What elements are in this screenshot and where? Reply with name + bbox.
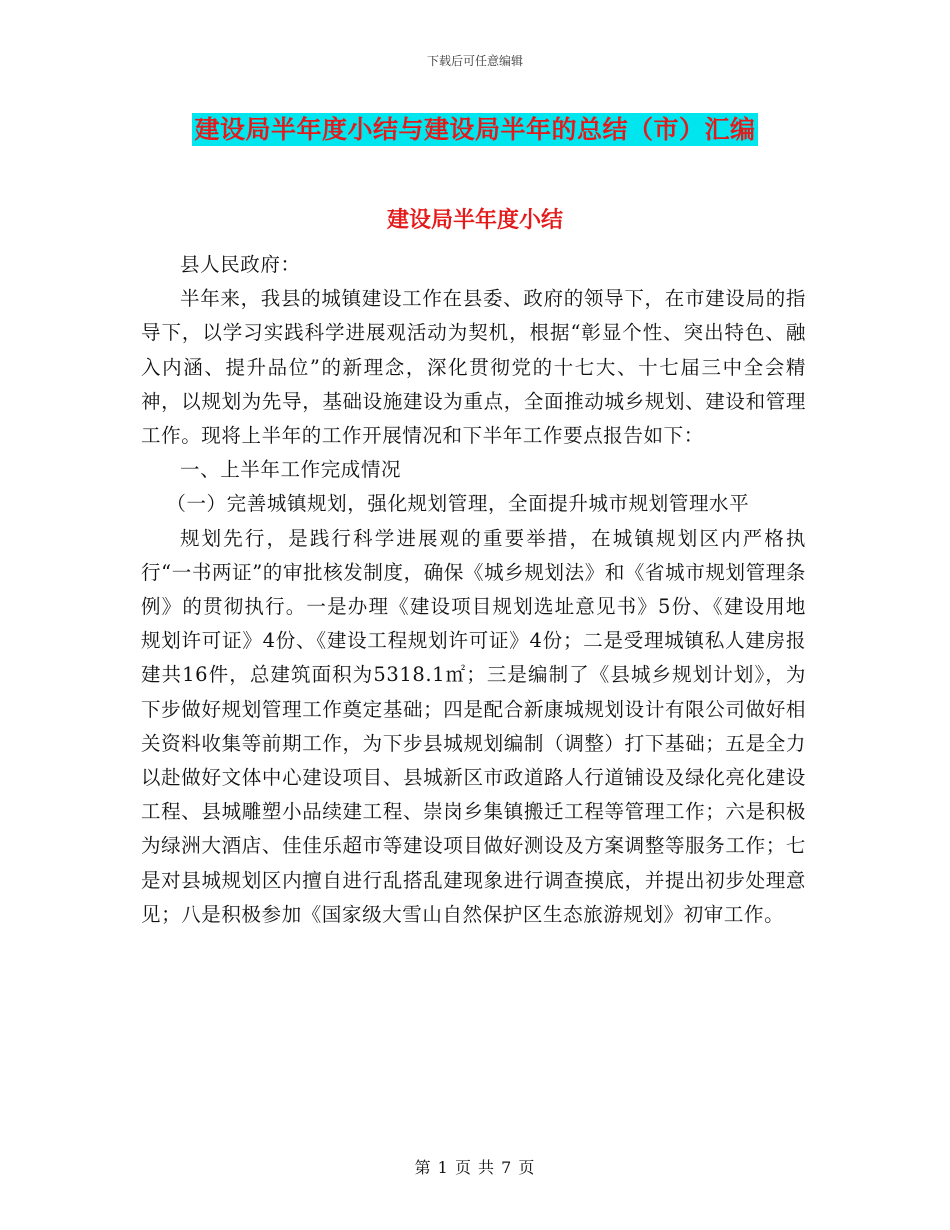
heading-part-one: 一、上半年工作完成情况 xyxy=(180,458,402,482)
section-title: 建设局半年度小结 xyxy=(386,207,563,233)
subheading-one: （一）完善城镇规划，强化规划管理，全面提升城市规划管理水平 xyxy=(166,492,750,516)
page-header-note: 下载后可任意编辑 xyxy=(426,54,523,68)
intro-paragraph: 半年来，我县的城镇建设工作在县委、政府的领导下，在市建设局的指导下，以学习实践科学进展观活动为契机，根据“彰显个性、突出特色、融入内涵、提升品位”的新理念，深化贯彻党的十七大、十七届三中全会精神，以规划为先导，基础设施建设为重点，全面推动城乡规划、建设和管理工作。现将上半年的工作开展情况和下半年工作要点报告如下： xyxy=(141,287,806,448)
document-title-text: 建设局半年度小结与建设局半年的总结（市）汇编 xyxy=(194,115,756,144)
page-number: 第 1 页 共 7 页 xyxy=(414,1158,536,1177)
planning-paragraph: 规划先行，是践行科学进展观的重要举措，在城镇规划区内严格执行“一书两证”的审批核发制度，确保《城乡规划法》和《省城市规划管理条例》的贯彻执行。一是办理《建设项目规划选址意见书》5份、《建设用地规划许可证》4份、《建设工程规划许可证》4份；二是受理城镇私人建房报建共16件，总建筑面积为5318.1㎡；三是编制了《县城乡规划计划》，为下步做好规划管理工作奠定基础；四是配合新康城规划设计有限公司做好相关资料收集等前期工作，为下步县城规划编制（调整）打下基础；五是全力以赴做好文体中心建设项目、县城新区市政道路人行道铺设及绿化亮化建设工程、县城雕塑小品续建工程、崇岗乡集镇搬迁工程等管理工作；六是积极为绿洲大酒店、佳佳乐超市等建设项目做好测设及方案调整等服务工作；七是对县城规划区内擅自进行乱搭乱建现象进行调查摸底，并提出初步处理意见；八是积极参加《国家级大雪山自然保护区生态旅游规划》初审工作。 xyxy=(141,526,806,926)
document-title xyxy=(0,110,950,146)
salutation-paragraph: 县人民政府： xyxy=(180,253,301,276)
document-body xyxy=(141,248,806,932)
